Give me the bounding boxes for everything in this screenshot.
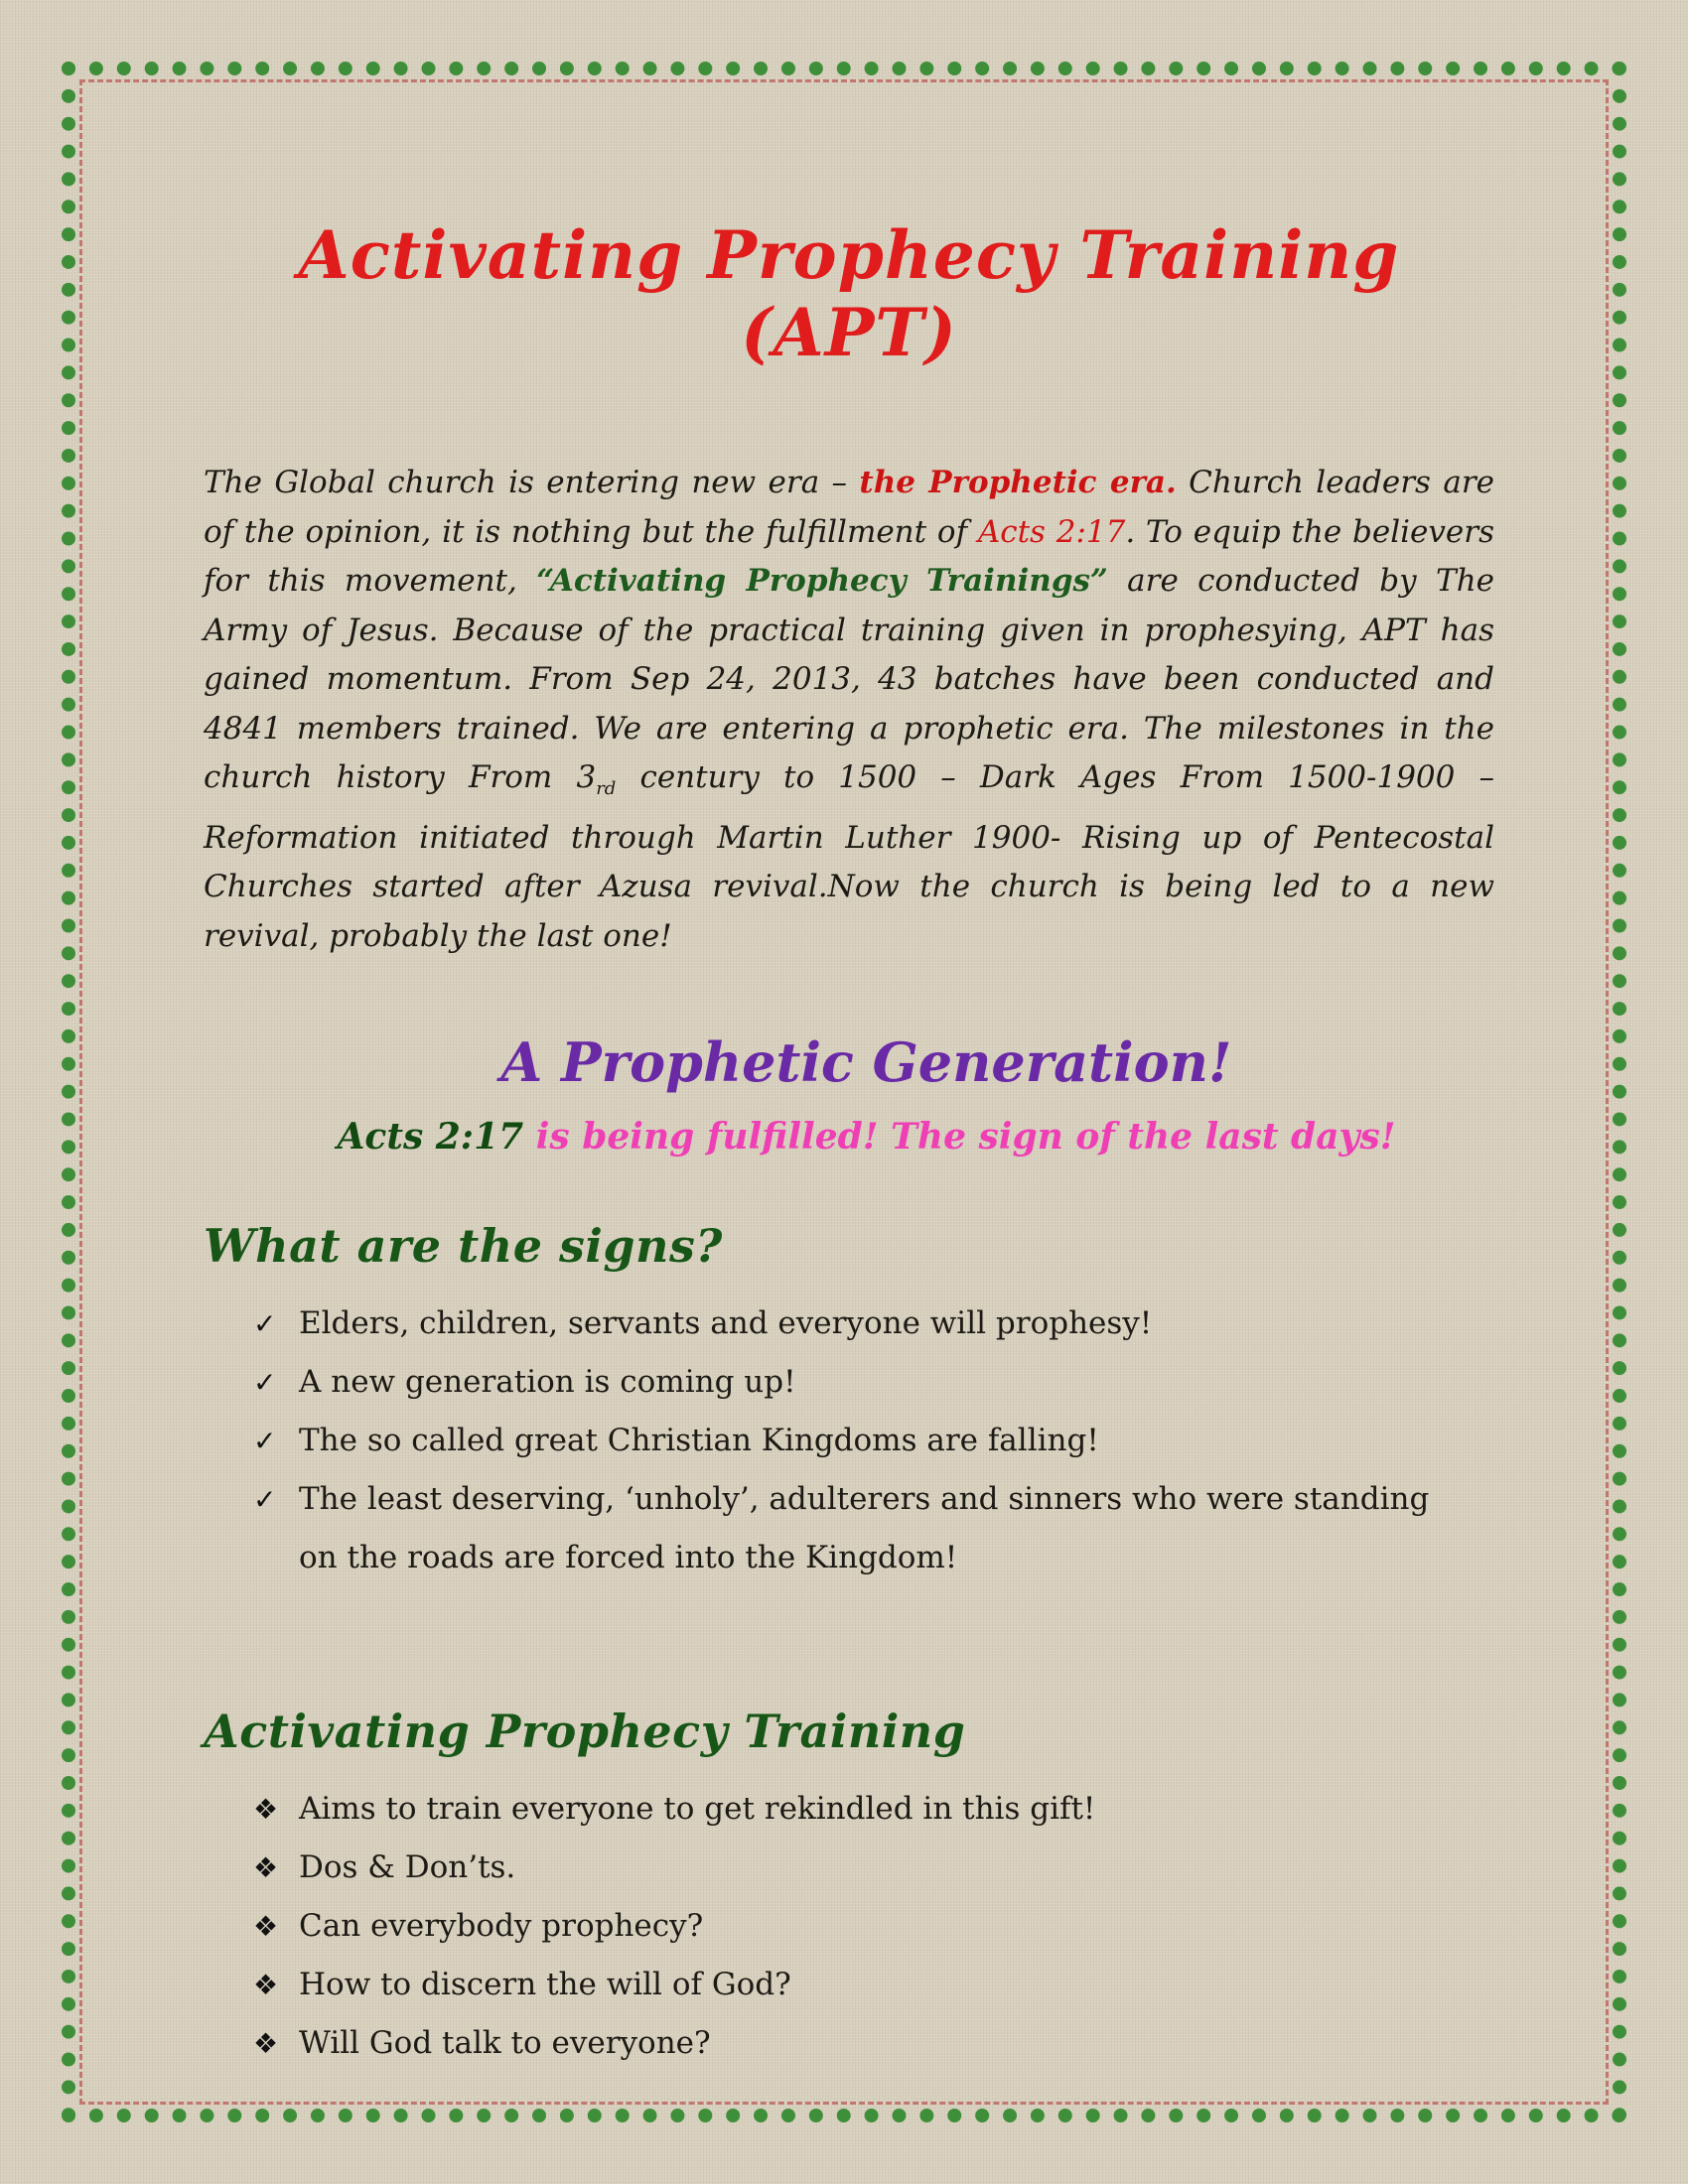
para-text: century to 1500 – Dark Ages From 1500-1900 – Reformation initiated through Martin Luther 1900- Rising up of Pentecostal Churches started after Azusa revival.Now the church is being led to a new revival, probably the last one! bbox=[204, 759, 1495, 954]
checkmark-icon: ✓ bbox=[253, 1425, 277, 1458]
checkmark-icon: ✓ bbox=[253, 1366, 277, 1400]
list-item-text: Elders, children, servants and everyone will prophesy! bbox=[299, 1305, 1153, 1342]
training-list bbox=[204, 1780, 1494, 2073]
list-item-text: The so called great Christian Kingdoms are falling! bbox=[299, 1423, 1099, 1459]
para-text: are conducted by The Army of Jesus. Because of the practical training given in prophesying, APT has gained momentum. From Sep 24, 2013, 43 batches have been conducted and 4841 members trained. We are entering a prophetic era. The milestones in the church history From 3 bbox=[204, 563, 1495, 795]
training-heading: Activating Prophecy Training bbox=[204, 1705, 966, 1759]
list-item bbox=[253, 2014, 1475, 2073]
tagline-text: is being fulfilled! The sign of the last days! bbox=[523, 1116, 1396, 1159]
list-item bbox=[253, 1956, 1475, 2014]
list-item bbox=[253, 1470, 1475, 1587]
list-item-text: Will God talk to everyone? bbox=[299, 2025, 711, 2062]
diamond-bullet-icon: ❖ bbox=[253, 1851, 279, 1885]
list-item-text: A new generation is coming up! bbox=[299, 1364, 796, 1401]
list-item-text: How to discern the will of God? bbox=[299, 1967, 791, 2003]
list-item bbox=[253, 1780, 1475, 1839]
subtitle: A Prophetic Generation! bbox=[500, 1030, 1232, 1095]
diamond-bullet-icon: ❖ bbox=[253, 2027, 279, 2061]
para-highlight-prophetic-era: the Prophetic era. bbox=[859, 465, 1177, 500]
list-item bbox=[253, 1412, 1475, 1470]
signs-list bbox=[204, 1295, 1494, 1587]
tagline bbox=[238, 1116, 1494, 1158]
checkmark-icon: ✓ bbox=[253, 1483, 277, 1517]
checkmark-icon: ✓ bbox=[253, 1307, 277, 1341]
para-highlight-acts: Acts 2:17 bbox=[977, 513, 1126, 550]
para-text: Church leaders are of the opinion, it is nothing but the fulfillment of bbox=[204, 465, 1494, 550]
para-highlight-trainings: “Activating Prophecy Trainings” bbox=[536, 563, 1108, 599]
list-item-text: Dos & Don’ts. bbox=[299, 1849, 516, 1886]
list-item-text: Aims to train everyone to get rekindled in this gift! bbox=[299, 1791, 1096, 1828]
page-content bbox=[204, 199, 1494, 2073]
list-item bbox=[253, 1897, 1475, 1956]
page-title: Activating Prophecy Training (APT) bbox=[298, 216, 1400, 371]
para-text: . To equip the believers for this movement, bbox=[204, 513, 1494, 599]
list-item bbox=[253, 1353, 1475, 1412]
para-text: The Global church is entering new era – bbox=[204, 465, 860, 500]
list-item-text: The least deserving, ‘unholy’, adulterers and sinners who were standing on the roads are forced into the Kingdom! bbox=[299, 1481, 1430, 1576]
para-ordinal-suffix: rd bbox=[596, 778, 617, 800]
list-item bbox=[253, 1839, 1475, 1897]
diamond-bullet-icon: ❖ bbox=[253, 1793, 279, 1827]
signs-heading: What are the signs? bbox=[204, 1219, 723, 1274]
diamond-bullet-icon: ❖ bbox=[253, 1910, 279, 1944]
intro-paragraph bbox=[204, 459, 1494, 961]
diamond-bullet-icon: ❖ bbox=[253, 1969, 279, 2002]
tagline-reference: Acts 2:17 bbox=[337, 1116, 524, 1159]
list-item-text: Can everybody prophecy? bbox=[299, 1908, 704, 1945]
list-item bbox=[253, 1295, 1475, 1353]
